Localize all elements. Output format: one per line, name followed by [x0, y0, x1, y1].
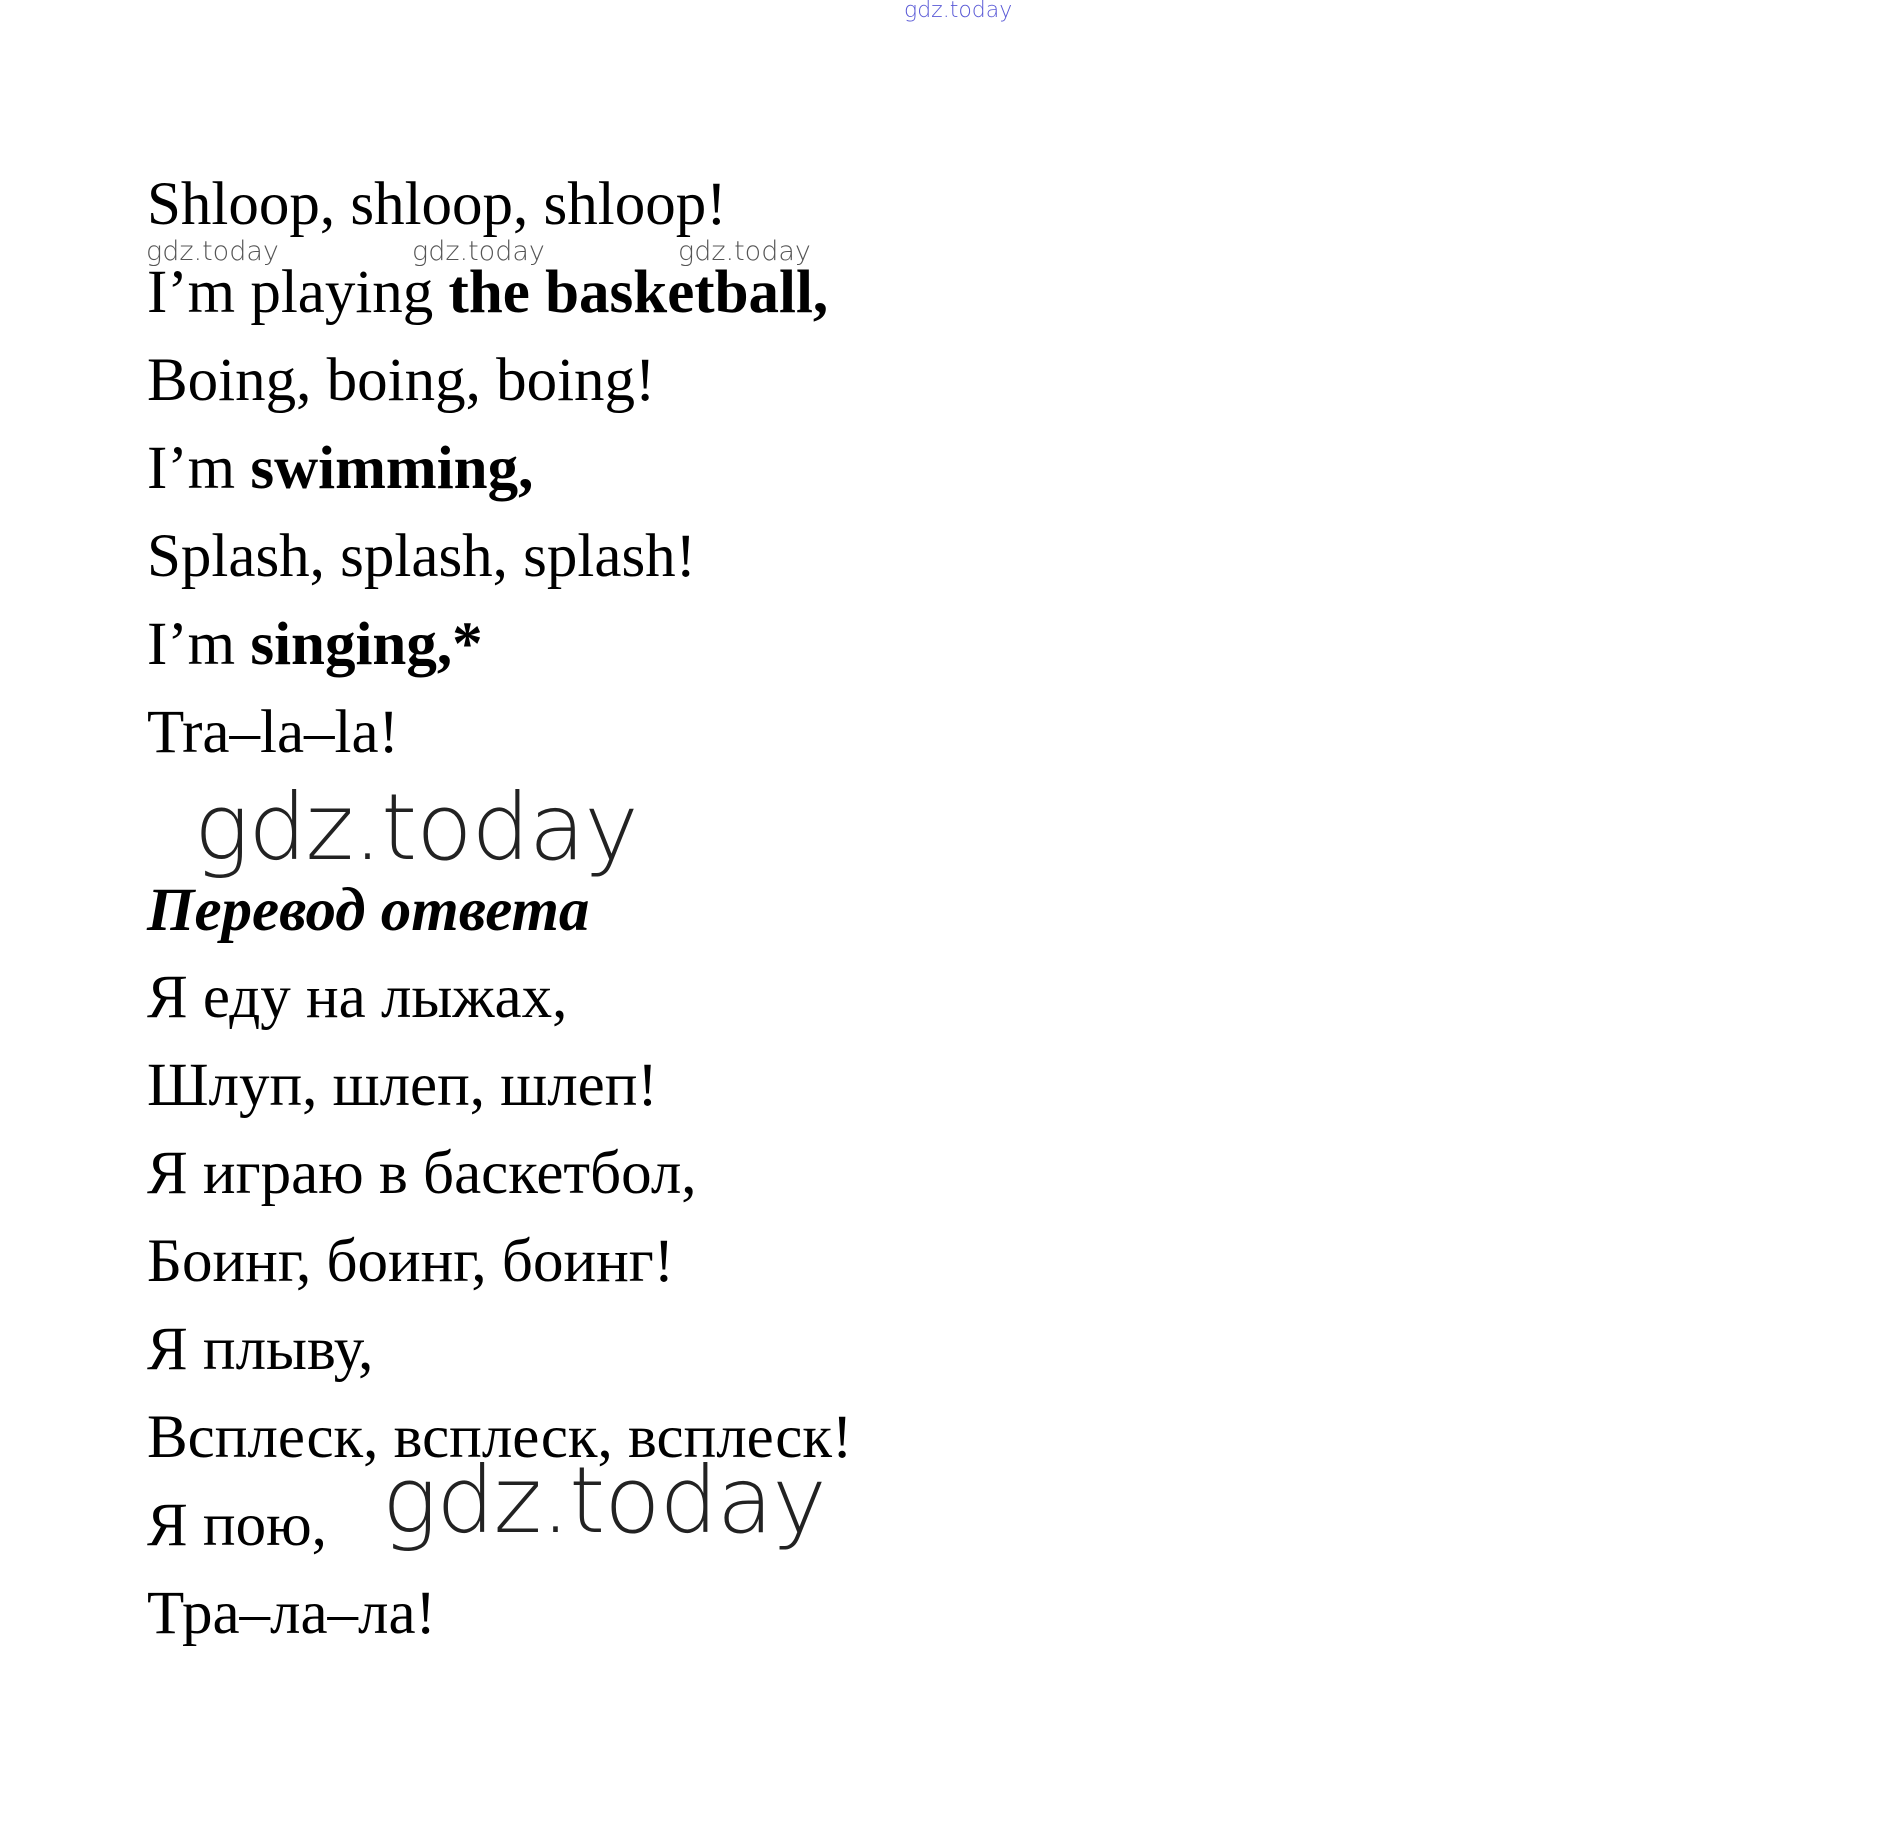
translation-line-5: Я плыву, [147, 1316, 374, 1383]
english-line-4-bold: swimming, [250, 435, 534, 502]
translation-line-6: Всплеск, всплеск, всплеск! [147, 1404, 853, 1471]
english-line-4-plain: I’m [147, 435, 251, 502]
english-line-7: Tra–la–la! [147, 699, 399, 766]
translation-line-3: Я играю в баскетбол, [147, 1140, 697, 1207]
watermark-small-2: gdz.today [412, 236, 545, 267]
watermark-small-3: gdz.today [678, 236, 811, 267]
translation-line-4: Боинг, боинг, боинг! [147, 1228, 675, 1295]
english-line-2 [147, 259, 829, 326]
watermark-large-lower: gdz.today [382, 1447, 826, 1554]
english-line-3: Boing, boing, boing! [147, 347, 656, 414]
english-line-4 [147, 435, 534, 502]
english-line-5: Splash, splash, splash! [147, 523, 696, 590]
english-line-1: Shloop, shloop, shloop! [147, 171, 727, 238]
translation-heading: Перевод ответа [147, 877, 590, 944]
translation-line-8: Тра–ла–ла! [147, 1580, 436, 1647]
english-line-6-bold: singing,* [250, 611, 483, 678]
translation-line-2: Шлуп, шлеп, шлеп! [147, 1052, 658, 1119]
translation-line-1: Я еду на лыжах, [147, 964, 568, 1031]
english-line-2-bold: the basketball, [448, 259, 829, 326]
watermark-top: gdz.today [904, 0, 1013, 23]
english-line-6-plain: I’m [147, 611, 251, 678]
english-line-2-plain: I’m playing [147, 259, 449, 326]
watermark-large-middle: gdz.today [194, 774, 638, 881]
english-line-6 [147, 611, 483, 678]
translation-line-7: Я пою, [147, 1492, 327, 1559]
watermark-small-1: gdz.today [146, 236, 279, 267]
